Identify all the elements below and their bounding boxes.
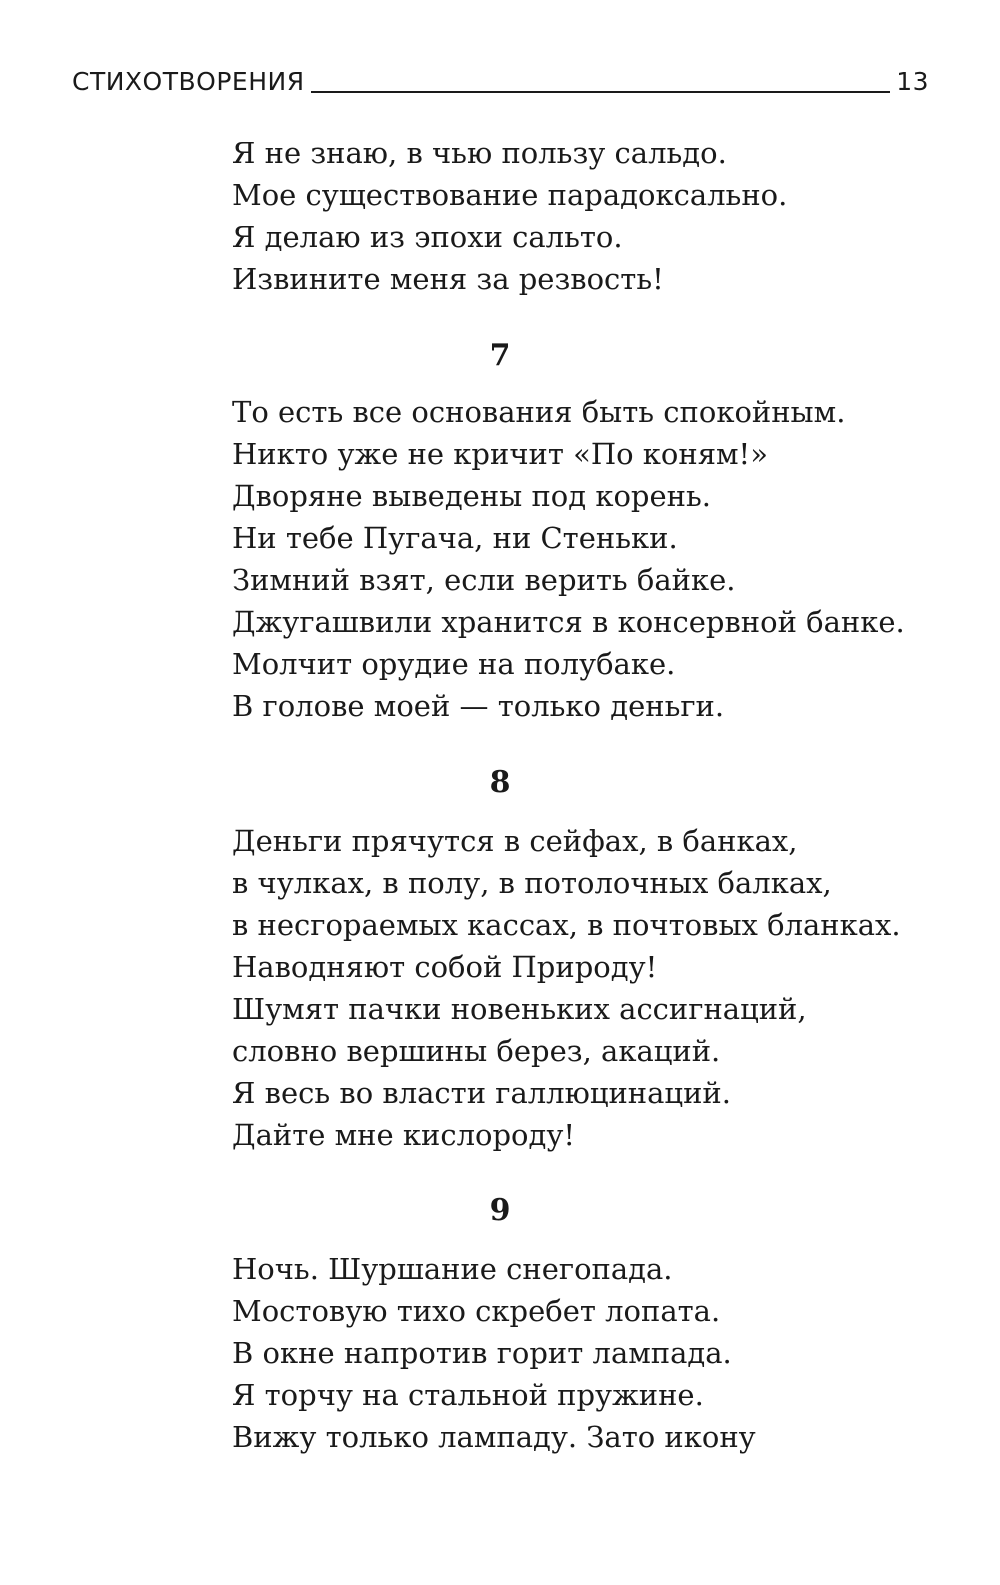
poem-line: Я весь во власти галлюцинаций.: [232, 1076, 731, 1110]
section-number-9: 9: [489, 1193, 511, 1228]
poem-line: Зимний взят, если верить байке.: [232, 563, 736, 597]
stanza-9: [232, 1248, 932, 1458]
poem-line: Вижу только лампаду. Зато икону: [232, 1420, 756, 1454]
poem-line: В окне напротив горит лампада.: [232, 1336, 732, 1370]
stanza-8: [232, 820, 932, 1156]
poem-line: словно вершины берез, акаций.: [232, 1034, 721, 1068]
poem-line: Мостовую тихо скребет лопата.: [232, 1294, 721, 1328]
header-rule: [311, 91, 891, 93]
poem-line: Шумят пачки новеньких ассигнаций,: [232, 992, 807, 1026]
stanza-6-end: [232, 132, 932, 300]
poem-line: Ночь. Шуршание снегопада.: [232, 1252, 673, 1286]
poem-line: Наводняют собой Природу!: [232, 950, 658, 984]
poem-line: Я делаю из эпохи сальто.: [232, 220, 623, 254]
poem-line: Я торчу на стальной пружине.: [232, 1378, 704, 1412]
stanza-7: [232, 391, 932, 727]
poem-line: Мое существование парадоксально.: [232, 178, 788, 212]
section-number-8: 8: [489, 765, 511, 800]
poem-line: Деньги прячутся в сейфах, в банках,: [232, 824, 798, 858]
poem-line: Дайте мне кислороду!: [232, 1118, 576, 1152]
poem-line: в чулках, в полу, в потолочных балках,: [232, 866, 832, 900]
poem-line: Молчит орудие на полубаке.: [232, 647, 676, 681]
poem-line: То есть все основания быть спокойным.: [232, 395, 846, 429]
poem-line: Дворяне выведены под корень.: [232, 479, 711, 513]
poem-line: в несгораемых кассах, в почтовых бланках.: [232, 908, 901, 942]
poem-line: Ни тебе Пугача, ни Стеньки.: [232, 521, 678, 555]
running-header: [72, 58, 929, 94]
section-number-7: 7: [489, 338, 511, 373]
poem-line: Я не знаю, в чью пользу сальдо.: [232, 136, 727, 170]
poem-line: Джугашвили хранится в консервной банке.: [232, 605, 905, 639]
poem-line: В голове моей — только деньги.: [232, 689, 725, 723]
poem-line: Извините меня за резвость!: [232, 262, 664, 296]
page-number: 13: [896, 67, 929, 96]
section-title: СТИХОТВОРЕНИЯ: [72, 67, 305, 96]
poem-line: Никто уже не кричит «По коням!»: [232, 437, 768, 471]
